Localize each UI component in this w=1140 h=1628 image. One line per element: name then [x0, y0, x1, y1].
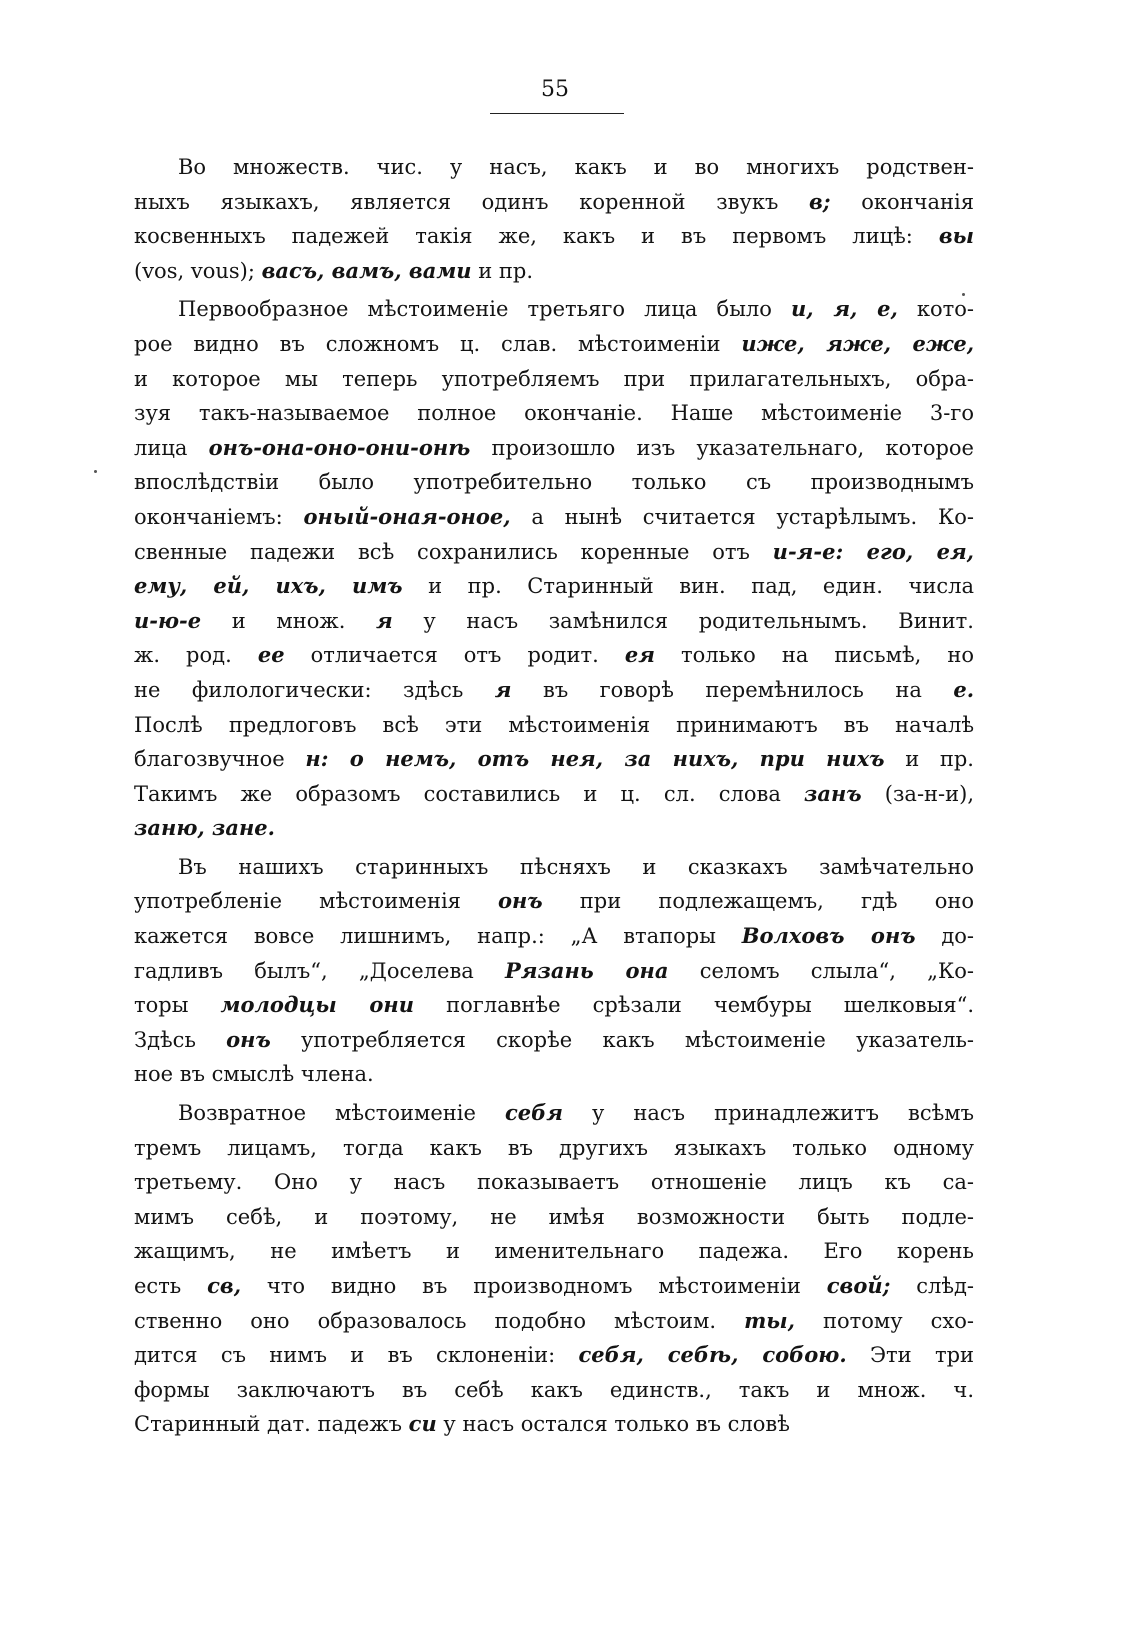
text-run: окончаніемъ:: [134, 504, 304, 529]
italic-run: себя, себѣ, собою.: [578, 1342, 847, 1368]
text-run: третьему. Оно у насъ показываетъ отношеніе лицъ къ са-: [134, 1170, 974, 1195]
text-run: Послѣ предлоговъ всѣ эти мѣстоименія принимаютъ въ началѣ: [134, 712, 974, 737]
text-line: [134, 465, 974, 500]
text-line: [134, 535, 974, 570]
italic-run: молодцы они: [220, 992, 415, 1018]
text-line: [134, 150, 974, 185]
text-run: впослѣдствіи было употребительно только съ производнымъ: [134, 470, 974, 495]
text-line: [134, 638, 974, 673]
italic-run: занъ: [804, 780, 862, 806]
italic-run: себя: [504, 1100, 563, 1126]
text-line: [134, 988, 974, 1023]
italic-run: и, я, е,: [791, 296, 898, 322]
text-run: слѣд-: [890, 1274, 975, 1298]
text-run: и пр.: [884, 747, 974, 772]
italic-run: ея: [624, 642, 655, 668]
text-run: потому схо-: [794, 1308, 974, 1333]
text-line: [134, 850, 974, 885]
paragraph: [134, 1096, 974, 1442]
italic-run: заню, зане.: [134, 815, 275, 841]
text-line: [134, 1234, 974, 1269]
text-line: [134, 431, 974, 466]
text-run: Здѣсь: [134, 1027, 227, 1052]
text-run: и пр. Старинный вин. пад, един. числа: [402, 574, 974, 599]
text-run: до-: [915, 924, 974, 949]
text-line: [134, 811, 974, 846]
text-line: [134, 1338, 974, 1373]
text-line: [134, 742, 974, 777]
text-line: [134, 1057, 974, 1092]
text-run: Въ нашихъ старинныхъ пѣсняхъ и сказкахъ замѣчательно: [178, 854, 974, 879]
text-run: и пр.: [471, 258, 534, 283]
text-run: поглавнѣе срѣзали чембуры шелковыя“.: [414, 993, 975, 1018]
text-run: Первообразное мѣстоименіе третьяго лица было: [178, 297, 791, 322]
text-run: (vos, vous);: [134, 258, 262, 283]
text-line: [134, 1373, 974, 1408]
text-run: лица: [134, 435, 209, 460]
text-line: [134, 185, 974, 220]
text-line: [134, 604, 974, 639]
italic-run: васъ, вамъ, вами: [261, 257, 472, 283]
text-run: при подлежащемъ, гдѣ оно: [542, 889, 974, 914]
text-run: у насъ остался только въ словѣ: [436, 1412, 790, 1437]
italic-run: онъ-она-оно-они-онѣ: [208, 434, 471, 460]
scan-speck: [962, 293, 965, 296]
text-line: [134, 919, 974, 954]
italic-run: иже, яже, еже,: [741, 330, 975, 356]
text-run: ж. род.: [134, 643, 258, 668]
paragraph: [134, 850, 974, 1092]
italic-run: и-ю-е: [134, 607, 202, 633]
text-run: Старинный дат. падежъ: [134, 1412, 409, 1437]
scan-speck: [94, 470, 97, 473]
page-number: 55: [541, 77, 569, 102]
text-run: дится съ нимъ и въ склоненіи:: [134, 1343, 579, 1368]
text-line: [134, 500, 974, 535]
text-run: произошло изъ указательнаго, которое: [470, 435, 974, 460]
text-run: употребляется скорѣе какъ мѣстоименіе указатель-: [270, 1027, 974, 1052]
text-line: [134, 1165, 974, 1200]
text-line: [134, 254, 974, 289]
text-run: формы заключаютъ въ себѣ какъ единств., такъ и множ. ч.: [134, 1377, 974, 1402]
text-run: ственно оно образовалось подобно мѣстоим.: [134, 1308, 745, 1333]
text-run: кажется вовсе лишнимъ, напр.: „А втапоры: [134, 924, 742, 949]
text-line: [134, 362, 974, 397]
italic-run: и-я-е: его, ея,: [772, 538, 974, 564]
text-line: [134, 1200, 974, 1235]
text-run: и множ.: [201, 608, 377, 633]
text-run: у насъ замѣнился родительнымъ. Винит.: [392, 608, 974, 633]
text-run: косвенныхъ падежей такія же, какъ и въ первомъ лицѣ:: [134, 224, 939, 249]
text-run: и которое мы теперь употребляемъ при прилагательныхъ, обра-: [134, 366, 974, 391]
text-line: [134, 708, 974, 743]
text-run: не филологически: здѣсь: [134, 677, 495, 702]
italic-run: я: [494, 676, 512, 702]
paragraph: [134, 150, 974, 288]
text-line: [134, 954, 974, 989]
header-rule: [490, 113, 624, 114]
text-line: [134, 673, 974, 708]
text-line: [134, 1407, 974, 1442]
paragraph: [134, 292, 974, 846]
text-run: только на письмѣ, но: [654, 643, 974, 668]
text-run: благозвучное: [134, 747, 306, 772]
italic-run: в;: [809, 188, 831, 214]
text-line: [134, 327, 974, 362]
text-run: есть: [134, 1274, 208, 1298]
text-line: [134, 292, 974, 327]
page-body: [134, 150, 974, 1446]
text-run: зуя такъ-называемое полное окончаніе. Наше мѣстоименіе 3-го: [134, 401, 974, 426]
italic-run: е.: [953, 676, 974, 702]
text-run: кото-: [897, 297, 974, 322]
italic-run: н: о немъ, отъ нея, за нихъ, при нихъ: [305, 746, 885, 772]
text-run: у насъ принадлежитъ всѣмъ: [563, 1101, 974, 1126]
text-run: отличается отъ родит.: [284, 643, 625, 668]
italic-run: Волховъ онъ: [741, 923, 916, 949]
text-run: ныхъ языкахъ, является одинъ коренной звукъ: [134, 189, 809, 214]
italic-run: онъ: [226, 1026, 271, 1052]
italic-run: Рязань она: [505, 957, 669, 983]
italic-run: онъ: [498, 888, 543, 914]
text-run: Эти три: [846, 1343, 975, 1368]
text-run: мимъ себѣ, и поэтому, не имѣя возможности быть подле-: [134, 1204, 974, 1229]
text-run: окончанія: [830, 189, 975, 214]
italic-run: ее: [257, 642, 285, 668]
text-run: Возвратное мѣстоименіе: [178, 1101, 505, 1126]
text-line: [134, 1269, 974, 1304]
text-run: а нынѣ считается устарѣлымъ. Ко-: [510, 504, 974, 529]
italic-run: свой;: [826, 1273, 891, 1298]
text-run: ное въ смыслѣ члена.: [134, 1062, 374, 1087]
text-line: [134, 1096, 974, 1131]
text-line: [134, 1023, 974, 1058]
text-line: [134, 884, 974, 919]
text-line: [134, 1304, 974, 1339]
text-run: селомъ слыла“, „Ко-: [668, 958, 974, 983]
text-run: (за-н-и),: [861, 781, 974, 806]
italic-run: си: [408, 1411, 437, 1437]
text-run: Во множеств. чис. у насъ, какъ и во многихъ родствен-: [178, 155, 974, 179]
italic-run: я: [376, 607, 393, 633]
italic-run: ты,: [744, 1307, 795, 1333]
text-run: употребленіе мѣстоименія: [134, 889, 499, 914]
text-run: въ говорѣ перемѣнилось на: [511, 677, 954, 702]
text-run: свенные падежи всѣ сохранились коренные отъ: [134, 539, 773, 564]
text-line: [134, 777, 974, 812]
italic-run: ему, ей, ихъ, имъ: [134, 573, 403, 599]
text-run: что видно въ производномъ мѣстоименіи: [241, 1274, 827, 1298]
text-run: торы: [134, 993, 221, 1018]
italic-run: оный-оная-оное,: [303, 503, 511, 529]
italic-run: св,: [207, 1273, 242, 1298]
text-run: гадливъ былъ“, „Доселева: [134, 958, 506, 983]
text-run: тремъ лицамъ, тогда какъ въ другихъ языкахъ только одному: [134, 1135, 974, 1160]
text-run: рое видно въ сложномъ ц. слав. мѣстоименіи: [134, 331, 742, 356]
text-line: [134, 569, 974, 604]
text-line: [134, 396, 974, 431]
text-run: Такимъ же образомъ составились и ц. сл. слова: [134, 781, 805, 806]
text-run: жащимъ, не имѣетъ и именительнаго падежа. Его корень: [134, 1239, 974, 1264]
text-line: [134, 1131, 974, 1166]
text-line: [134, 219, 974, 254]
italic-run: вы: [938, 223, 974, 249]
